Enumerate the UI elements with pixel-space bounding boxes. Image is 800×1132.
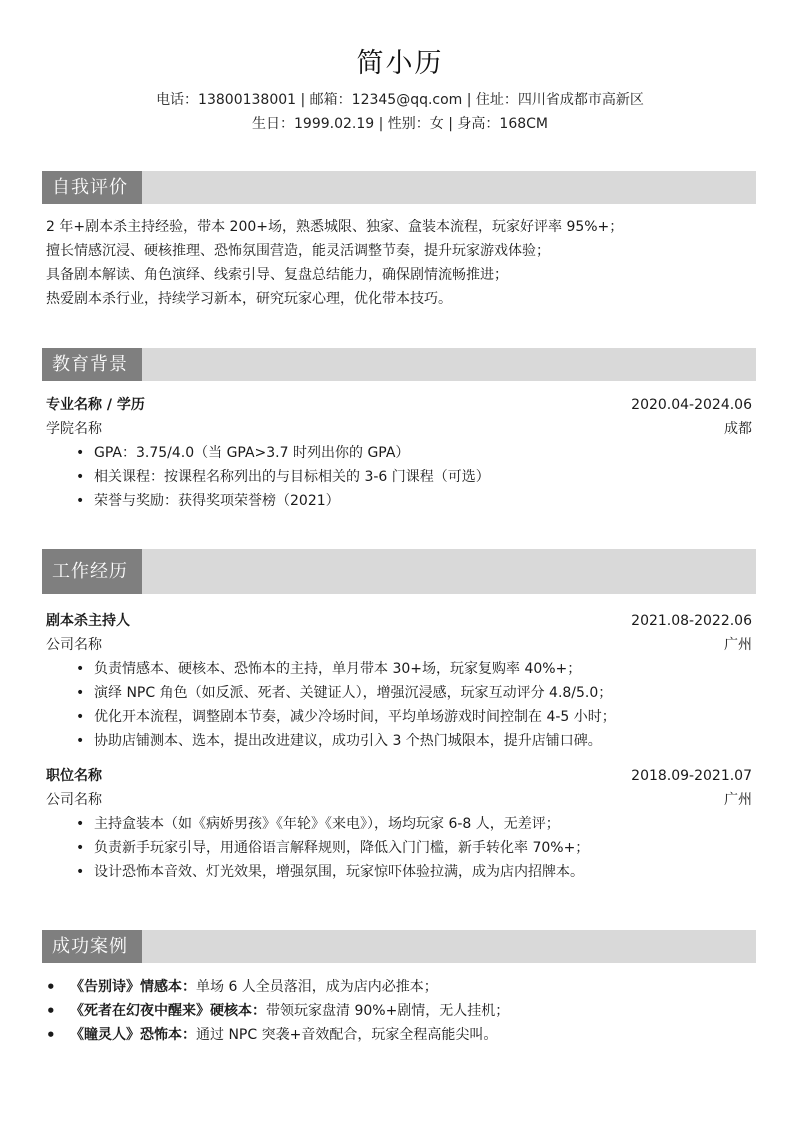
major-degree: 专业名称 / 学历 [46, 397, 145, 413]
list-item: • 演绎 NPC 角色（如反派、死者、关键证人），增强沉浸感，玩家互动评分 4.8/5.0； [76, 681, 756, 705]
personal-info-line: 生日：1999.02.19 | 性别：女 | 身高：168CM [252, 116, 548, 132]
school-name: 学院名称 [46, 421, 102, 437]
case-text: 单场 6 人全员落泪，成为店内必推本； [196, 979, 438, 995]
case-bullets [42, 975, 756, 1047]
self-eval-line: 具备剧本解读、角色演绎、线索引导、复盘总结能力，确保剧情流畅推进； [46, 267, 508, 283]
list-item: • 相关课程：按课程名称列出的与目标相关的 3-6 门课程（可选） [76, 465, 756, 489]
job-head [42, 764, 756, 788]
case-text: 通过 NPC 突袭+音效配合，玩家全程高能尖叫。 [196, 1027, 498, 1043]
section-education [42, 348, 756, 513]
education-sub [42, 417, 756, 441]
company-name: 公司名称 [46, 637, 102, 653]
job-role: 职位名称 [46, 768, 102, 784]
list-item [42, 999, 756, 1023]
job-sub [42, 633, 756, 657]
list-item [42, 975, 756, 999]
job-sub [42, 788, 756, 812]
section-header-bar [42, 348, 756, 381]
education-bullets [42, 441, 756, 513]
list-item [42, 1023, 756, 1047]
list-item: • 设计恐怖本音效、灯光效果，增强氛围，玩家惊吓体验拉满，成为店内招牌本。 [76, 860, 756, 884]
case-title: 《死者在幻夜中醒来》硬核本： [70, 1003, 266, 1019]
self-eval-line: 2 年+剧本杀主持经验，带本 200+场，熟悉城限、独家、盒装本流程，玩家好评率 95%+； [46, 219, 624, 235]
self-eval-lines [42, 215, 756, 311]
job-city: 广州 [724, 637, 752, 653]
job-entry [42, 764, 756, 884]
list-item: • 负责新手玩家引导，用通俗语言解释规则，降低入门门槛，新手转化率 70%+； [76, 836, 756, 860]
education-date: 2020.04-2024.06 [631, 397, 752, 413]
list-item: • 负责情感本、硬核本、恐怖本的主持，单月带本 30+场，玩家复购率 40%+； [76, 657, 756, 681]
section-header-bar [42, 930, 756, 963]
case-title: 《告别诗》情感本： [70, 979, 196, 995]
candidate-name: 简小历 [356, 48, 444, 79]
section-header-bar [42, 171, 756, 204]
job-bullets [42, 812, 756, 884]
list-item: • 优化开本流程，调整剧本节奏，减少冷场时间，平均单场游戏时间控制在 4-5 小时； [76, 705, 756, 729]
education-head [42, 393, 756, 417]
contact-line: 电话：13800138001 | 邮箱：12345@qq.com | 住址：四川省成都市高新区 [156, 92, 644, 108]
job-entry [42, 609, 756, 753]
job-date: 2018.09-2021.07 [631, 768, 752, 784]
job-bullets [42, 657, 756, 753]
education-entry [42, 393, 756, 513]
company-name: 公司名称 [46, 792, 102, 808]
section-self-evaluation [42, 171, 756, 311]
job-date: 2021.08-2022.06 [631, 613, 752, 629]
section-title: 自我评价 [42, 171, 142, 204]
case-text: 带领玩家盘清 90%+剧情，无人挂机； [266, 1003, 510, 1019]
section-title: 成功案例 [42, 930, 142, 963]
case-title: 《瞳灵人》恐怖本： [70, 1027, 196, 1043]
education-city: 成都 [724, 421, 752, 437]
self-eval-line: 擅长情感沉浸、硬核推理、恐怖氛围营造，能灵活调整节奏，提升玩家游戏体验； [46, 243, 550, 259]
section-title: 工作经历 [42, 549, 142, 594]
list-item: • GPA：3.75/4.0（当 GPA>3.7 时列出你的 GPA） [76, 441, 756, 465]
section-work-experience [42, 549, 756, 884]
job-role: 剧本杀主持人 [46, 613, 130, 629]
list-item: • 主持盒装本（如《病娇男孩》《年轮》《来电》），场均玩家 6-8 人，无差评； [76, 812, 756, 836]
section-title: 教育背景 [42, 348, 142, 381]
list-item: • 荣誉与奖励：获得奖项荣誉榜（2021） [76, 489, 756, 513]
resume-header [0, 44, 800, 136]
section-success-cases [42, 930, 756, 1047]
section-header-bar [42, 549, 756, 594]
self-eval-line: 热爱剧本杀行业，持续学习新本，研究玩家心理，优化带本技巧。 [46, 291, 452, 307]
list-item: • 协助店铺测本、选本，提出改进建议，成功引入 3 个热门城限本，提升店铺口碑。 [76, 729, 756, 753]
job-head [42, 609, 756, 633]
job-city: 广州 [724, 792, 752, 808]
